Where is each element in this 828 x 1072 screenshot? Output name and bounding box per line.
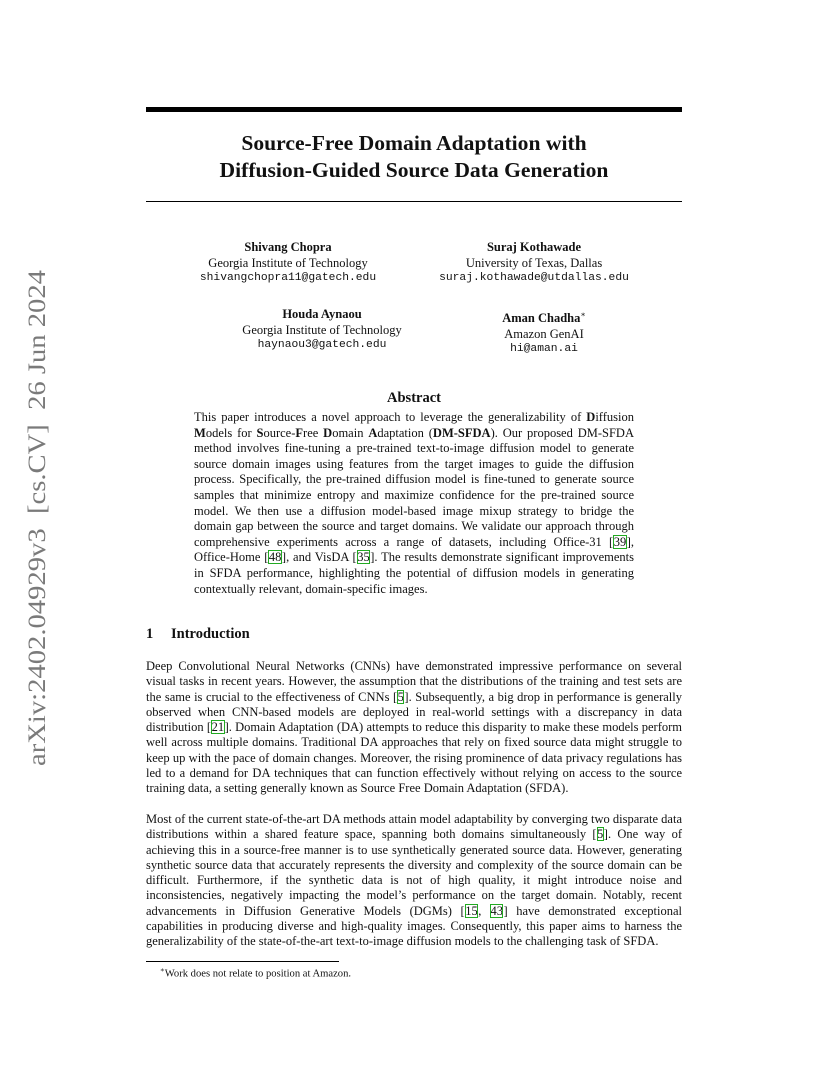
citation-link[interactable]: 39 — [613, 534, 627, 549]
author-name: Shivang Chopra — [244, 240, 332, 254]
author-email[interactable]: haynaou3@gatech.edu — [257, 339, 387, 351]
author-affiliation: Georgia Institute of Technology — [242, 322, 402, 337]
citation-link[interactable]: 21 — [211, 720, 225, 735]
intro-paragraph-1: Deep Convolutional Neural Networks (CNNs) have demonstrated impressive performance on several visual tasks in recent years. However, the assumption that the distributions of the training and test sets are the same is crucial to the effectiveness of CNNs [5]. Subsequently, a big drop in performance is generally observed when CNN-based models are deployed in real-world settings with a discrepancy in data distribution [21]. Domain Adaptation (DA) attempts to reduce this disparity to make these models perform well across multiple domains. Traditional DA approaches that rely on fixed source data might struggle to keep up with the pace of domain changes. Moreover, the rising prominence of data privacy regulations has led to a demand for DA techniques that can function effectively without relying on access to the source training data, a setting generally known as Source Free Domain Adaptation (SFDA). — [146, 659, 683, 796]
footnote-text: Work does not relate to position at Amazon. — [164, 968, 352, 980]
citation-link[interactable]: 35 — [357, 550, 370, 565]
abstract-body: This paper introduces a novel approach to leverage the generalizability of Diffusion Models for Source-Free Domain Adaptation (DM-SFDA). Our proposed DM-SFDA method involves fine-tuning a pre-trained text-to-image diffusion model to generate source domain images using features from the target images to guide the diffusion process. Specifically, the pre-trained diffusion model is fine-tuned to generate source samples that minimize entropy and maximize confidence for the pre-trained source model. We then use a diffusion model-based image mixup strategy to bridge the domain gap between the source and target domains. We validate our approach through comprehensive experiments across a range of datasets, including Office-31 [39], Office-Home [48], and VisDA [35]. The results demonstrate significant improvements in SFDA performance, highlighting the potential of diffusion models in generating contextually relevant, domain-specific images. — [194, 410, 634, 596]
author-affiliation: University of Texas, Dallas — [465, 255, 603, 270]
author-name: Houda Aynaou — [282, 307, 362, 321]
citation-link[interactable]: 43 — [490, 903, 503, 918]
footnote-mark: ∗ — [160, 966, 165, 974]
author-affiliation: Georgia Institute of Technology — [208, 255, 368, 270]
author-email[interactable]: suraj.kothawade@utdallas.edu — [439, 272, 629, 284]
arxiv-identifier-stamp — [14, 230, 58, 790]
author-email[interactable]: hi@aman.ai — [510, 343, 578, 356]
abstract-heading: Abstract — [387, 390, 441, 406]
author-name-with-mark — [414, 307, 674, 327]
citation-link[interactable]: 5 — [397, 689, 404, 704]
author-block-2 — [404, 240, 664, 287]
citation-link[interactable]: 5 — [597, 827, 604, 842]
title-rule-bottom — [146, 201, 682, 202]
author-block-1 — [158, 240, 418, 287]
citation-link[interactable]: 48 — [268, 550, 282, 565]
intro-paragraph-2: Most of the current state-of-the-art DA methods attain model adaptability by converging two disparate data distributions within a shared feature space, spanning both domains simultaneously [5]. One way of achieving this in a source-free manner is to use synthetically generated source data. However, generating synthetic source data that accurately represents the diversity and complexity of the source domain can be difficult. Furthermore, if the synthetic data is not of high quality, it might introduce noise and inconsistencies, negatively impacting the model’s performance on the target domain. Notably, recent advancements in Diffusion Generative Models (DGMs) [15, 43] have demonstrated exceptional capabilities in producing diverse and high-quality images. Consequently, this paper aims to harness the generalizability of the state-of-the-art text-to-image diffusion models to the challenging task of SFDA. — [146, 812, 682, 949]
section-title: Introduction — [171, 626, 250, 642]
footnote — [160, 964, 351, 981]
author-affiliation: Amazon GenAI — [504, 326, 584, 341]
citation-link[interactable]: 15 — [465, 903, 478, 918]
title-line-1: Source-Free Domain Adaptation with — [241, 131, 587, 155]
author-block-3 — [192, 307, 452, 354]
author-block-4 — [414, 307, 674, 358]
author-name: Suraj Kothawade — [486, 240, 582, 254]
method-acronym: DM-SFDA — [432, 425, 491, 440]
section-heading-introduction — [146, 626, 250, 643]
title-rule-top — [146, 107, 682, 112]
footnote-mark[interactable]: ∗ — [580, 310, 586, 319]
paper-title — [146, 130, 682, 184]
author-name: Aman Chadha — [502, 311, 581, 326]
arxiv-stamp-text: arXiv:2402.04929v3 [cs.CV] 26 Jun 2024 — [24, 332, 51, 766]
title-line-2: Diffusion-Guided Source Data Generation — [219, 158, 609, 182]
section-number: 1 — [146, 626, 154, 642]
footnote-rule — [146, 961, 339, 962]
author-email[interactable]: shivangchopra11@gatech.edu — [199, 272, 377, 284]
